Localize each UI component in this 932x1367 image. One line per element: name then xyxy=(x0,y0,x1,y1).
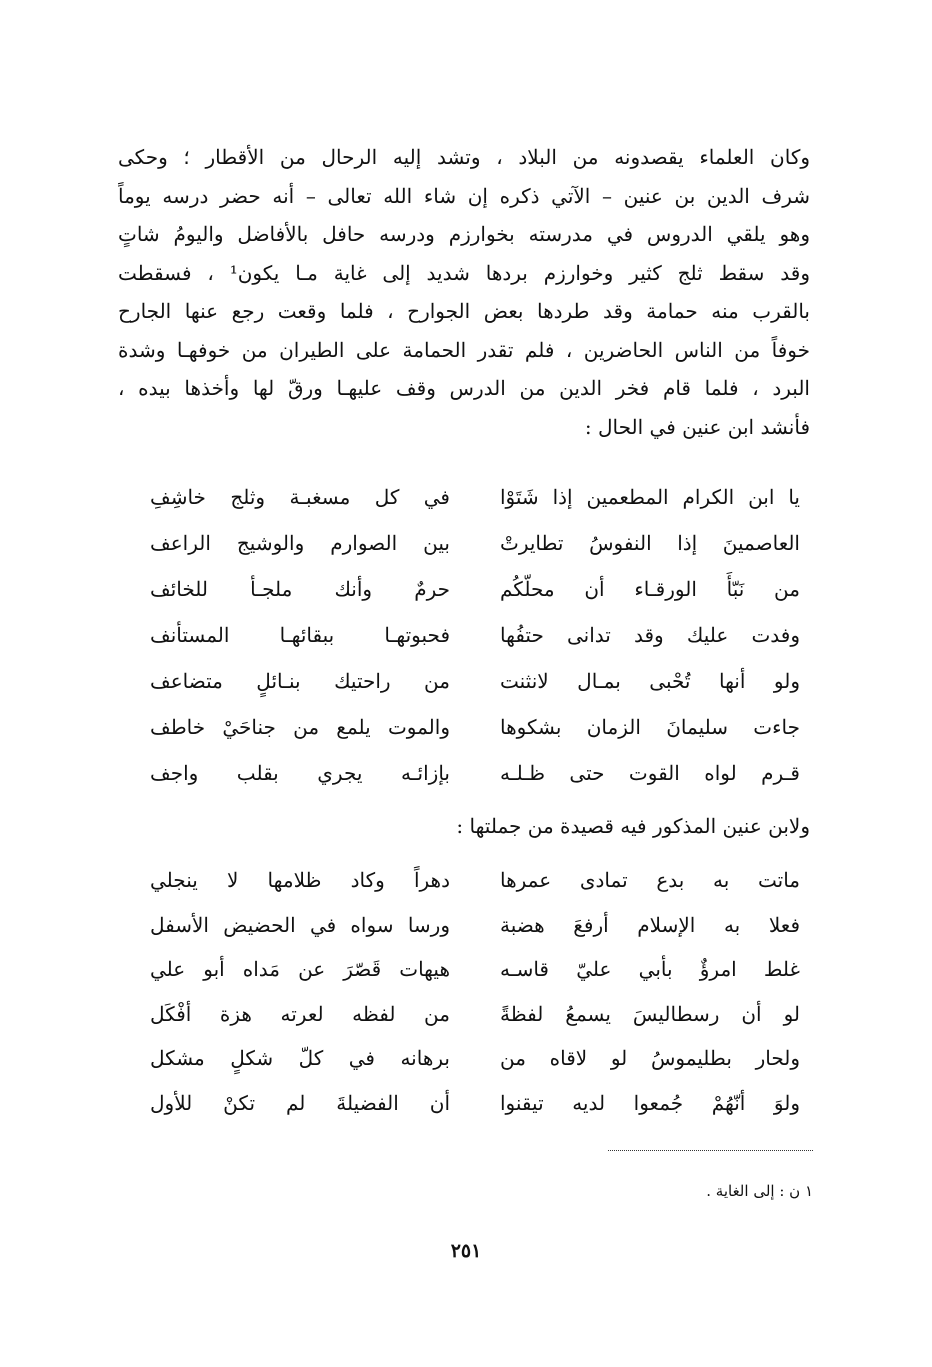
verse xyxy=(150,992,800,1037)
verse xyxy=(150,750,800,796)
verse xyxy=(150,612,800,658)
verse-second-hemistich: والموت يلمع من جناحَيْ خاطف xyxy=(150,715,450,739)
verse-first-hemistich: العاصمينَ إذا النفوسُ تطايرتْ xyxy=(500,531,800,555)
page-number: ٢٥١ xyxy=(450,1240,482,1262)
verse-second-hemistich: ورسا سواه في الحضيض الأسفل xyxy=(150,912,450,937)
verse-first-hemistich: من نَبّأَ الورقـاء أن محلّكُم xyxy=(500,577,800,601)
prose-line: خوفاً من الناس الحاضرين ، فلم تقدر الحمامة على الطيران من خوفهـا وشدة xyxy=(118,337,810,362)
prose-line: وكان العلماء يقصدونه من البلاد ، وتشد إليه الرحال من الأقطار ؛ وحكى xyxy=(118,145,810,169)
verse-first-hemistich: غلط امرؤٌ بأبي عليّ قاسـه xyxy=(500,957,800,981)
verse-second-hemistich: دهراً وكاد ظلامها لا ينجلي xyxy=(150,868,450,892)
verse xyxy=(150,566,800,612)
verse-first-hemistich: ولحار بطليموسُ لو لاقاه من xyxy=(500,1046,800,1070)
prose-line: فأنشد ابن عنين في الحال : xyxy=(584,414,810,439)
verse-second-hemistich: من راحتيك بنـائلٍ متضاعف xyxy=(150,669,450,693)
verse-first-hemistich: جاءت سليمانَ الزمان بشكوها xyxy=(500,715,800,739)
verse-first-hemistich: ولو أنها تُحْبى بمـال لانثنت xyxy=(500,669,800,693)
prose-line: بالقرب منه حمامة وقد طردها بعض الجوارح ، فلما وقعت رجع عنها الجارح xyxy=(118,299,810,323)
verse-second-hemistich: برهانه في كلّ شكلٍ مشكل xyxy=(150,1046,450,1070)
verse-second-hemistich: بين الصوارم والوشيج الراعف xyxy=(150,531,450,555)
verse-first-hemistich: يا ابن الكرام المطعمين إذا شَتَوْا xyxy=(500,485,800,509)
verse-first-hemistich: قـرم لواه القوت حتى ظـلـه xyxy=(500,761,800,785)
verse xyxy=(150,903,800,948)
verse-first-hemistich: ولوَ أنّهُمْ جُمعوا لديه تيقنوا xyxy=(500,1090,800,1115)
verse-second-hemistich: حرمٌ وأنك ملجـأ للخائف xyxy=(150,577,450,601)
verse-first-hemistich: وفدت عليك وقد تدانى حتفُها xyxy=(500,623,800,647)
prose-line: شرف الدين بن عنين – الآتي ذكره إن شاء الله تعالى – أنه حضر درسه يوماً xyxy=(118,183,810,208)
prose-line: البرد ، فلما قام فخر الدين من الدرس وقف عليهـا ورقّ لها وأخذها بيده ، xyxy=(118,376,810,400)
poem-second xyxy=(150,858,800,1125)
poem-first xyxy=(150,474,800,796)
verse xyxy=(150,474,800,520)
verse xyxy=(150,704,800,750)
verse xyxy=(150,858,800,903)
verse-second-hemistich: بإزائـه يجري بقلب واجف xyxy=(150,761,450,785)
footnote: ١ ن : إلى الغاية . xyxy=(706,1182,813,1200)
verse xyxy=(150,947,800,992)
verse xyxy=(150,1081,800,1126)
verse-first-hemistich: لو أن رسطاليسَ يسمعُ لفظةً xyxy=(500,1001,800,1026)
verse-first-hemistich: ماتت به بدع تمادى عمرها xyxy=(500,868,800,892)
verse-second-hemistich: هيهات قَصّرَ عن مَداه أبو علي xyxy=(150,957,450,981)
verse-second-hemistich: أن الفضيلةَ لم تكنْ للأول xyxy=(150,1090,450,1115)
verse-second-hemistich: في كل مسغبـة وثلج خاشِفِ xyxy=(150,485,450,509)
verse xyxy=(150,1036,800,1081)
verse xyxy=(150,658,800,704)
verse-second-hemistich: من لفظه لعرته هزة أفْكَل xyxy=(150,1001,450,1026)
prose-line: وهو يلقي الدروس في مدرسته بخوارزم ودرسه حافل بالأفاضل واليومُ شاتٍ xyxy=(118,222,810,246)
verse-first-hemistich: فعلا به الإسلام أرفعَ هضبة xyxy=(500,912,800,937)
poem-introduction: ولابن عنين المذكور فيه قصيدة من جملتها : xyxy=(456,814,810,838)
verse xyxy=(150,520,800,566)
verse-second-hemistich: فحبوتهـا ببقائهـا المستأنف xyxy=(150,623,450,647)
prose-paragraph xyxy=(118,138,810,446)
footnote-divider xyxy=(608,1150,813,1151)
prose-line: وقد سقط ثلج كثير وخوارزم بردها شديد إلى غاية مـا يكون¹ ، فسقطت xyxy=(118,260,810,285)
